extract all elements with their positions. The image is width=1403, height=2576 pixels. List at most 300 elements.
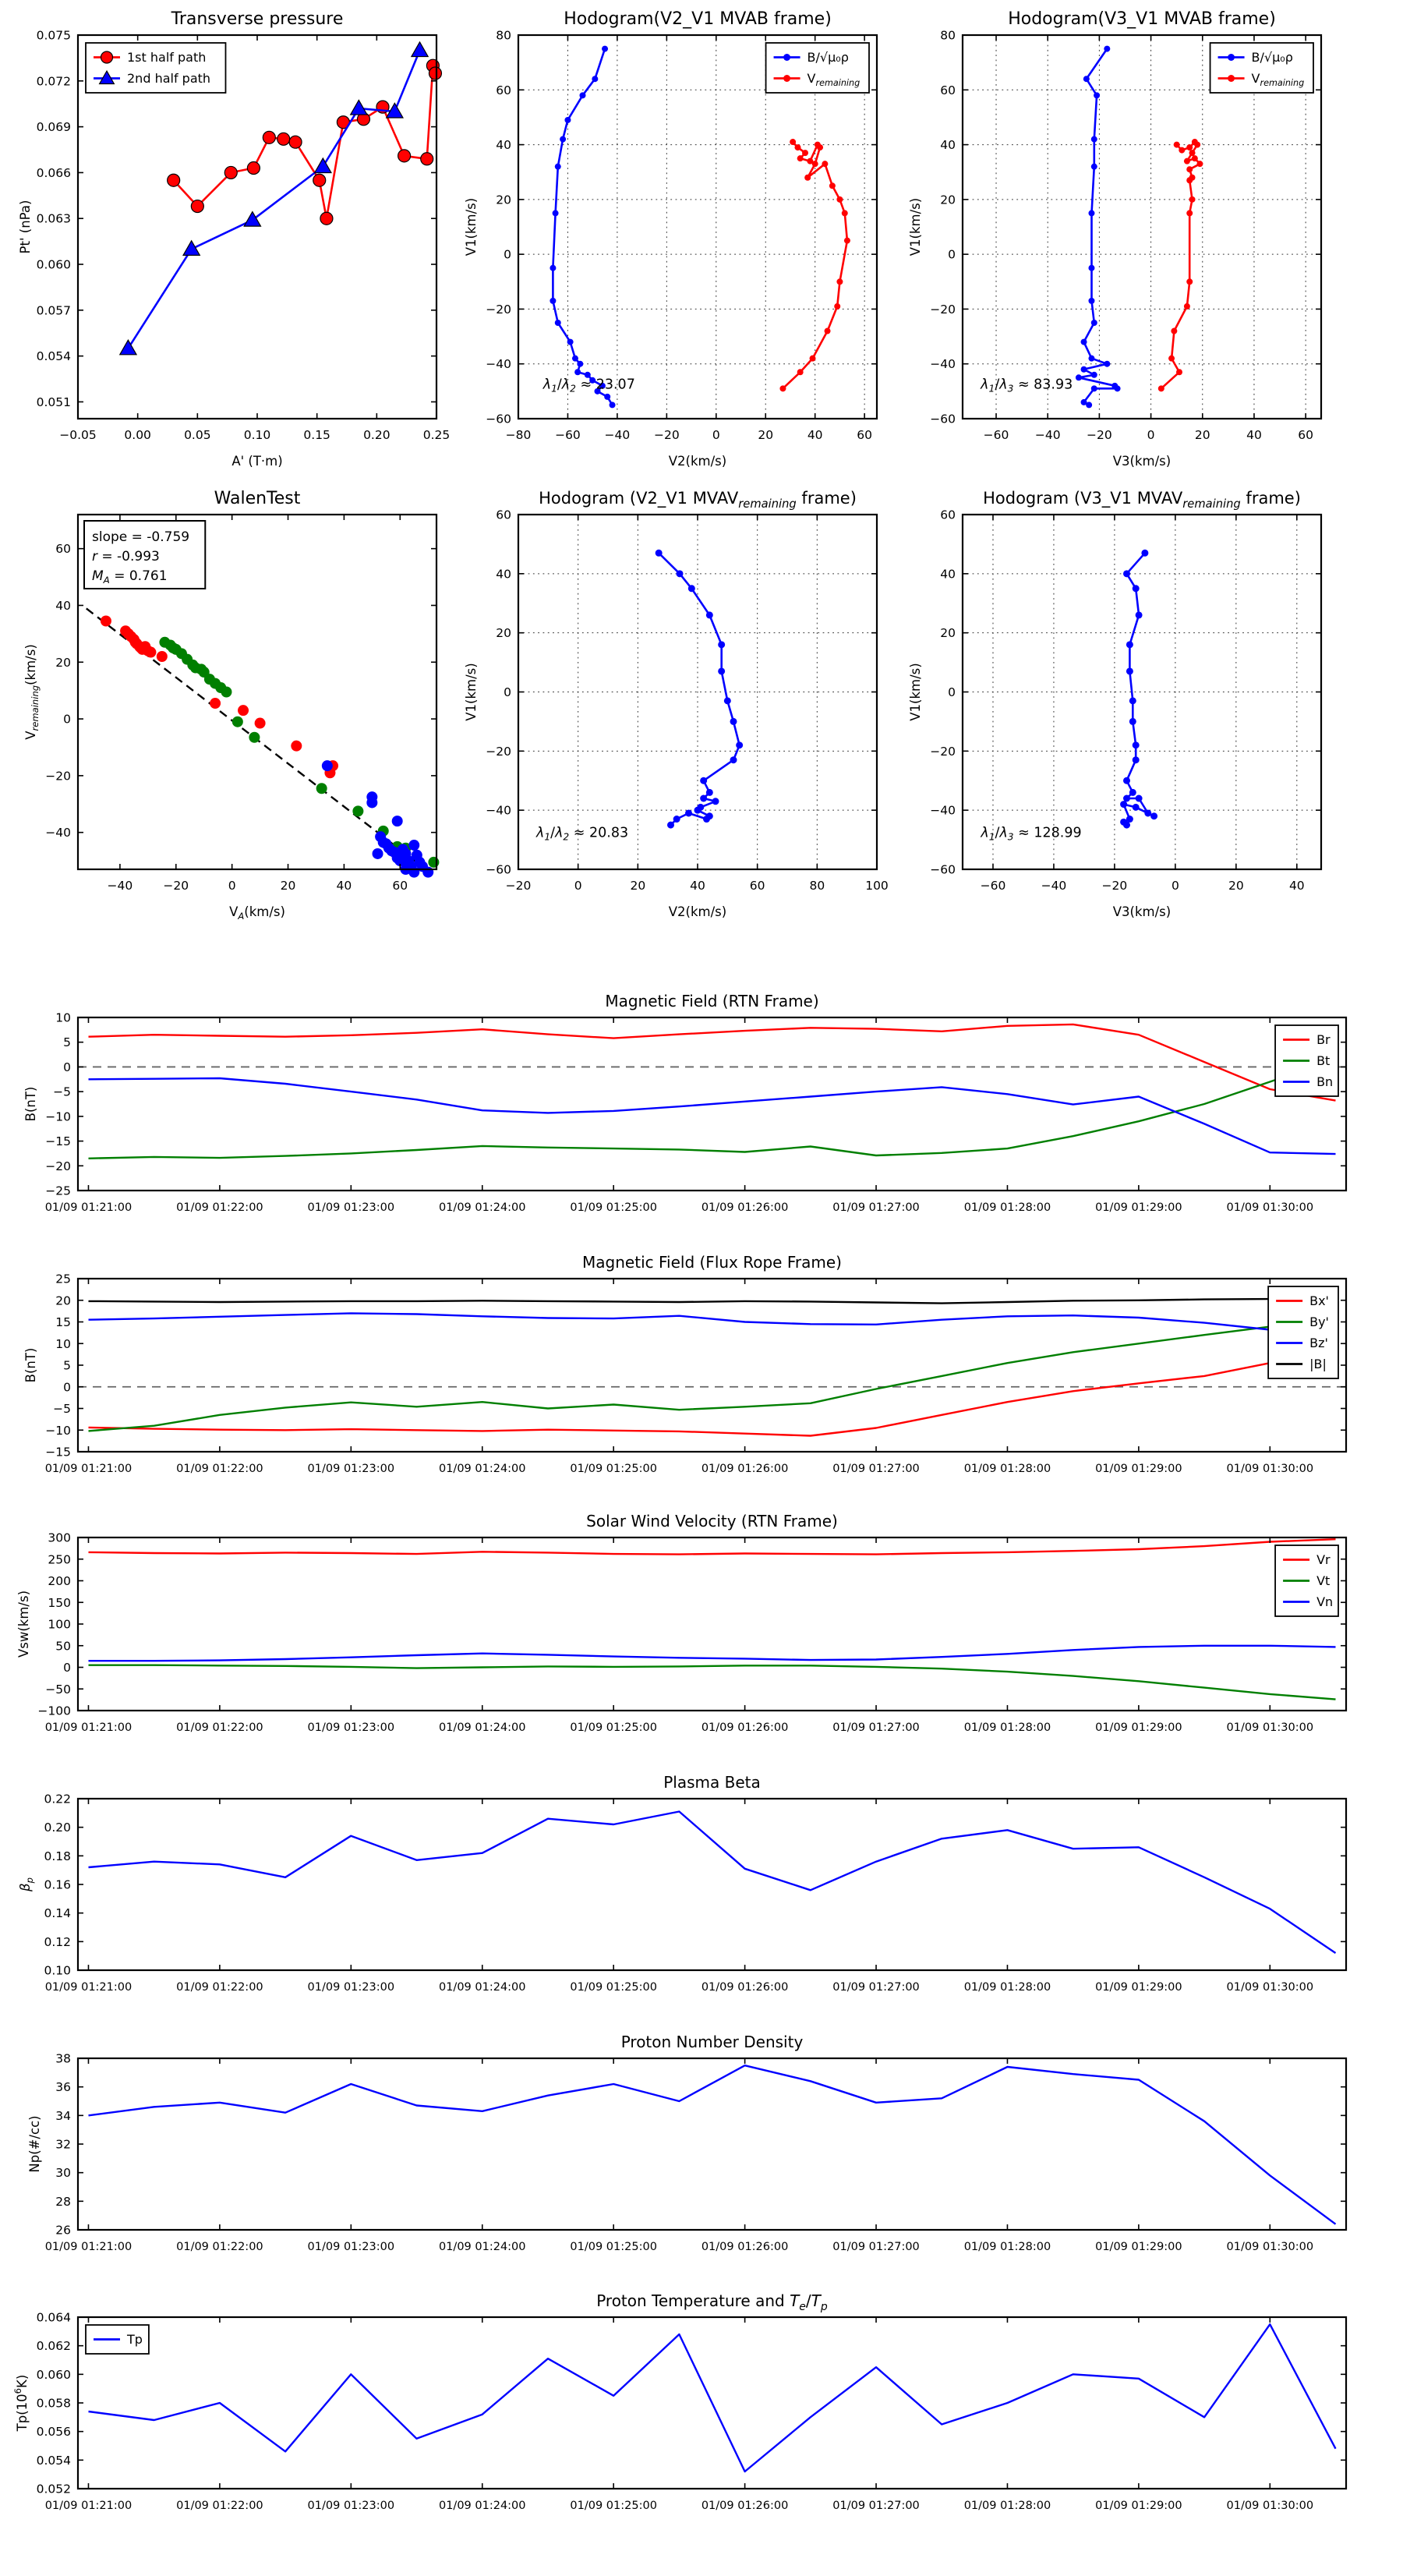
data-point-marker [1088, 210, 1094, 216]
y-axis-label: B(nT) [23, 1347, 38, 1383]
x-tick-label: 100 [865, 879, 889, 893]
x-tick-label: 01/09 01:25:00 [570, 1721, 657, 1734]
circle-marker [429, 67, 441, 80]
y-tick-label: 20 [496, 193, 511, 207]
panel-title: WalenTest [214, 489, 301, 508]
x-tick-label: −0.05 [59, 428, 97, 442]
panel-title: Hodogram(V2_V1 MVAB frame) [564, 9, 832, 29]
data-point-marker [1120, 801, 1127, 808]
y-tick-label: 34 [55, 2108, 71, 2123]
y-axis-label: B(nT) [23, 1086, 38, 1122]
y-tick-label: 80 [940, 28, 956, 43]
y-axis-label: V1(km/s) [464, 663, 479, 721]
y-tick-label: 15 [55, 1315, 71, 1329]
y-tick-label: 300 [48, 1530, 71, 1545]
data-point-marker [736, 741, 743, 748]
data-point-marker [604, 394, 610, 400]
data-point-marker [1133, 741, 1140, 748]
y-tick-label: 0.066 [36, 165, 71, 180]
eigenvalue-ratio-annotation: $\lambda_1/\lambda_3 \approx 128.99$ [981, 825, 1082, 843]
data-point-marker [428, 857, 439, 868]
data-point-marker [844, 238, 850, 244]
data-point-marker [1091, 372, 1097, 378]
x-tick-label: 01/09 01:29:00 [1095, 2241, 1182, 2253]
data-point-marker [1088, 265, 1094, 271]
x-tick-label: 01/09 01:27:00 [832, 2241, 920, 2253]
x-tick-label: 0 [1147, 428, 1155, 442]
x-tick-label: 01/09 01:26:00 [701, 1463, 789, 1475]
panel-hodogram-v2v1-mvav [464, 489, 889, 919]
y-tick-label: −60 [486, 412, 511, 426]
panel-transverse-pressure [18, 9, 450, 469]
data-point-marker [783, 75, 790, 82]
data-point-marker [1115, 385, 1121, 391]
y-tick-label: 40 [940, 138, 956, 153]
data-point-marker [1091, 385, 1097, 391]
panel-hodogram-v2v1-mvab [464, 9, 877, 469]
x-tick-label: 01/09 01:29:00 [1095, 1721, 1182, 1734]
y-tick-label: 150 [48, 1595, 71, 1610]
data-point-marker [1186, 144, 1193, 150]
legend-label: Bn [1316, 1074, 1334, 1089]
series-|B| [89, 1299, 1336, 1304]
data-point-marker [602, 46, 608, 52]
data-point-marker [221, 687, 231, 698]
x-tick-label: 01/09 01:24:00 [438, 2500, 526, 2512]
y-tick-label: 20 [55, 655, 71, 670]
y-tick-label: −15 [45, 1134, 71, 1149]
x-tick-label: 01/09 01:26:00 [701, 1721, 789, 1734]
y-axis-label: $\beta_p$ [18, 1877, 35, 1891]
data-point-marker [667, 822, 674, 829]
data-point-marker [817, 144, 823, 150]
legend-label: 1st half path [127, 50, 207, 65]
y-tick-label: −40 [930, 357, 956, 372]
x-tick-label: 01/09 01:28:00 [963, 2241, 1051, 2253]
data-point-marker [564, 117, 571, 123]
x-tick-label: 01/09 01:21:00 [44, 1201, 133, 1214]
y-tick-label: 40 [940, 567, 956, 582]
y-tick-label: 0.22 [44, 1792, 71, 1806]
circle-marker [289, 136, 302, 148]
data-point-marker [553, 210, 559, 216]
x-tick-label: 01/09 01:28:00 [963, 2500, 1051, 2512]
y-tick-label: −100 [37, 1704, 71, 1718]
circle-marker [247, 162, 260, 175]
eigenvalue-ratio-annotation: $\lambda_1/\lambda_2 \approx 23.07$ [542, 377, 635, 395]
data-point-marker [673, 816, 680, 823]
y-tick-label: 40 [55, 598, 71, 613]
panel-title: Hodogram (V2_V1 $MVAV_{remaining}$ frame) [539, 489, 857, 511]
data-point-marker [145, 647, 156, 658]
data-point-marker [392, 816, 403, 826]
data-point-marker [802, 150, 808, 156]
y-tick-label: 50 [55, 1639, 71, 1654]
series-V-remaining [783, 142, 847, 388]
data-point-marker [829, 182, 836, 189]
x-tick-label: 01/09 01:27:00 [832, 1721, 920, 1734]
legend-label: |B| [1309, 1357, 1327, 1371]
panel-title: Hodogram (V3_V1 $MVAV_{remaining}$ frame) [983, 489, 1301, 511]
legend-label: Bx' [1309, 1293, 1329, 1308]
x-tick-label: 01/09 01:25:00 [570, 1201, 657, 1214]
x-tick-label: 01/09 01:22:00 [176, 1201, 263, 1214]
panel-title: Solar Wind Velocity (RTN Frame) [586, 1512, 838, 1530]
series-Tp [89, 2324, 1336, 2472]
data-point-marker [1081, 339, 1087, 345]
data-point-marker [790, 139, 796, 145]
x-tick-label: 01/09 01:21:00 [44, 1721, 133, 1734]
series-Bn [89, 1078, 1336, 1154]
y-tick-label: −20 [486, 302, 511, 317]
legend-label: Vn [1316, 1594, 1334, 1609]
x-tick-label: 20 [280, 879, 296, 893]
panel-title: Hodogram(V3_V1 MVAB frame) [1008, 9, 1276, 29]
y-tick-label: 10 [55, 1010, 71, 1025]
data-point-marker [724, 697, 731, 704]
x-tick-label: −60 [555, 428, 581, 442]
series-By' [89, 1327, 1336, 1431]
x-tick-label: −40 [107, 879, 133, 893]
x-axis-label: A' (T·m) [231, 454, 283, 469]
data-point-marker [694, 807, 702, 814]
data-point-marker [291, 741, 302, 752]
y-tick-label: 10 [55, 1336, 71, 1351]
y-tick-label: 20 [496, 626, 511, 641]
y-tick-label: 0.075 [36, 28, 71, 43]
data-point-marker [822, 161, 828, 167]
series-B-alfven [1079, 49, 1118, 405]
y-tick-label: 0 [63, 712, 71, 727]
y-tick-label: −5 [53, 1085, 71, 1099]
y-axis-label: V1(km/s) [908, 197, 923, 257]
data-point-marker [232, 717, 243, 727]
y-tick-label: 60 [496, 508, 511, 522]
x-tick-label: 60 [1298, 428, 1314, 442]
y-tick-label: 0.072 [36, 74, 71, 89]
y-tick-label: −20 [45, 769, 71, 784]
x-tick-label: 0.00 [124, 428, 151, 442]
panel-vsw-rtn [16, 1512, 1346, 1734]
panel-title: Plasma Beta [663, 1773, 761, 1792]
x-tick-label: 01/09 01:24:00 [438, 1463, 526, 1475]
x-tick-label: 40 [1246, 428, 1262, 442]
data-point-marker [316, 783, 327, 794]
panel-title: Proton Temperature and $T_e/T_p$ [596, 2291, 828, 2313]
y-tick-label: −60 [486, 862, 511, 877]
x-tick-label: −20 [505, 879, 532, 893]
circle-marker [421, 153, 433, 165]
data-point-marker [797, 155, 804, 161]
stats-line: $M_A = 0.761$ [92, 568, 168, 586]
x-tick-label: 01/09 01:29:00 [1095, 1981, 1182, 1994]
x-tick-label: 0 [1171, 879, 1179, 893]
x-tick-label: 01/09 01:27:00 [832, 1981, 920, 1994]
data-point-marker [1133, 804, 1140, 811]
y-tick-label: −10 [45, 1109, 71, 1124]
data-point-marker [706, 789, 713, 796]
legend-label: Tp [127, 2332, 143, 2347]
x-axis-label: V3(km/s) [1112, 454, 1172, 469]
legend-label: Bt [1316, 1053, 1331, 1068]
series-Bz' [89, 1313, 1336, 1332]
y-axis-label: V1(km/s) [464, 197, 479, 257]
y-tick-label: 0.064 [36, 2310, 71, 2325]
legend-label: B/√μ₀ρ [807, 50, 849, 65]
y-tick-label: −5 [53, 1402, 71, 1416]
y-tick-label: −15 [45, 1445, 71, 1460]
data-point-marker [1141, 550, 1148, 557]
y-tick-label: −40 [930, 803, 956, 818]
panel-hodogram-v3v1-mvab [908, 9, 1321, 469]
y-tick-label: 60 [55, 542, 71, 557]
y-tick-label: 0.062 [36, 2339, 71, 2354]
data-point-marker [560, 136, 566, 143]
data-point-marker [1186, 177, 1193, 183]
data-point-marker [812, 161, 818, 167]
panel-proton-density [27, 2033, 1346, 2253]
data-point-marker [1176, 369, 1182, 375]
x-tick-label: 01/09 01:23:00 [307, 1201, 395, 1214]
x-tick-label: 01/09 01:28:00 [963, 1463, 1051, 1475]
legend-label: Br [1316, 1032, 1331, 1047]
x-tick-label: 01/09 01:26:00 [701, 2241, 789, 2253]
data-point-marker [574, 369, 581, 375]
y-tick-label: 0.16 [44, 1877, 71, 1892]
legend-label: Bz' [1309, 1336, 1328, 1350]
y-axis-label: Np(#/cc) [27, 2115, 42, 2173]
x-tick-label: 01/09 01:30:00 [1226, 2241, 1314, 2253]
circle-marker [313, 174, 326, 186]
x-tick-label: −40 [1034, 428, 1061, 442]
x-tick-label: 01/09 01:24:00 [438, 1721, 526, 1734]
data-point-marker [842, 210, 848, 216]
panel-title: Transverse pressure [171, 9, 344, 29]
x-tick-label: 40 [336, 879, 352, 893]
x-tick-label: 01/09 01:30:00 [1226, 2500, 1314, 2512]
triangle-marker [412, 42, 428, 57]
data-point-marker [555, 164, 561, 170]
data-point-marker [238, 705, 249, 716]
data-point-marker [1126, 667, 1133, 674]
data-point-marker [322, 760, 333, 771]
data-point-marker [210, 698, 221, 709]
data-point-marker [1228, 54, 1235, 61]
x-tick-label: 60 [392, 879, 408, 893]
data-point-marker [836, 196, 843, 203]
x-tick-label: 01/09 01:27:00 [832, 1463, 920, 1475]
data-point-marker [1133, 756, 1140, 763]
data-point-marker [783, 54, 790, 61]
data-point-marker [1184, 158, 1190, 165]
series-beta-p [89, 1812, 1336, 1954]
data-point-marker [1158, 385, 1164, 391]
x-tick-label: 01/09 01:21:00 [44, 1463, 133, 1475]
data-point-marker [579, 92, 585, 98]
series-Np [89, 2065, 1336, 2224]
y-tick-label: 0.069 [36, 120, 71, 135]
data-point-marker [1123, 822, 1130, 829]
x-tick-label: 01/09 01:26:00 [701, 1201, 789, 1214]
y-tick-label: −50 [45, 1682, 71, 1697]
x-tick-label: 01/09 01:25:00 [570, 2241, 657, 2253]
x-tick-label: 01/09 01:23:00 [307, 1721, 395, 1734]
triangle-marker [315, 158, 331, 173]
data-point-marker [555, 320, 561, 326]
data-point-marker [677, 570, 684, 577]
y-tick-label: −60 [930, 862, 956, 877]
data-point-marker [1129, 697, 1136, 704]
series-Br [89, 1024, 1336, 1101]
x-tick-label: 01/09 01:29:00 [1095, 1201, 1182, 1214]
axes-border [78, 1537, 1346, 1711]
data-point-marker [779, 385, 786, 391]
panel-title: Proton Number Density [620, 2033, 804, 2051]
y-tick-label: −20 [45, 1159, 71, 1173]
circle-marker [277, 133, 290, 145]
x-tick-label: 01/09 01:28:00 [963, 1201, 1051, 1214]
x-tick-label: 01/09 01:30:00 [1226, 1201, 1314, 1214]
data-point-marker [249, 732, 260, 743]
legend-label: By' [1309, 1315, 1329, 1329]
y-tick-label: 0 [63, 1060, 71, 1074]
data-point-marker [1171, 328, 1177, 334]
series-Vn [89, 1646, 1336, 1661]
x-tick-label: −20 [1101, 879, 1128, 893]
x-tick-label: 01/09 01:24:00 [438, 2241, 526, 2253]
axes-border [78, 1279, 1346, 1452]
data-point-marker [1104, 46, 1110, 52]
legend-label: $V_{remaining}$ [807, 71, 861, 88]
data-point-marker [1091, 164, 1097, 170]
x-tick-label: 20 [1194, 428, 1210, 442]
legend-label: Vt [1316, 1573, 1331, 1588]
data-point-marker [1189, 150, 1196, 156]
x-tick-label: 0.10 [243, 428, 271, 442]
y-tick-label: 0.051 [36, 395, 71, 409]
x-tick-label: 01/09 01:22:00 [176, 2500, 263, 2512]
data-point-marker [1189, 196, 1196, 203]
eigenvalue-ratio-annotation: $\lambda_1/\lambda_2 \approx 20.83$ [536, 825, 629, 843]
y-axis-label: $Tp(10^6K)$ [12, 2374, 30, 2432]
y-tick-label: 80 [496, 28, 511, 43]
circle-marker [263, 131, 275, 143]
triangle-marker [183, 241, 200, 256]
y-tick-label: 20 [940, 626, 956, 641]
y-tick-label: −40 [486, 803, 511, 818]
circle-marker [224, 166, 237, 179]
y-tick-label: 0.18 [44, 1849, 71, 1863]
x-tick-label: −60 [983, 428, 1009, 442]
data-point-marker [1186, 278, 1193, 285]
x-tick-label: 0.20 [363, 428, 391, 442]
data-point-marker [700, 777, 707, 784]
y-tick-label: 0 [948, 685, 956, 699]
y-tick-label: 0 [504, 247, 511, 262]
x-axis-label: V3(km/s) [1112, 904, 1172, 919]
data-point-marker [656, 550, 663, 557]
data-point-marker [804, 175, 811, 181]
data-point-marker [1174, 142, 1180, 148]
x-tick-label: 01/09 01:22:00 [176, 1721, 263, 1734]
y-tick-label: 38 [55, 2051, 71, 2066]
stats-line: r = -0.993 [92, 549, 160, 564]
x-tick-label: 01/09 01:26:00 [701, 2500, 789, 2512]
y-tick-label: 0.060 [36, 257, 71, 272]
y-axis-label: $V_{remaining}(km/s)$ [23, 644, 41, 740]
y-tick-label: 5 [63, 1035, 71, 1050]
series-B-alfven [553, 49, 612, 405]
x-tick-label: 0.25 [422, 428, 451, 442]
data-point-marker [1136, 795, 1143, 802]
x-tick-label: 01/09 01:23:00 [307, 2241, 395, 2253]
panel-hodogram-v3v1-mvav [908, 489, 1321, 919]
y-tick-label: 100 [48, 1617, 71, 1632]
y-tick-label: 60 [940, 508, 956, 522]
axes-border [78, 1799, 1346, 1970]
data-point-marker [1088, 356, 1094, 362]
data-point-marker [1228, 75, 1235, 82]
data-point-marker [1083, 76, 1090, 82]
x-tick-label: 40 [690, 879, 705, 893]
data-point-marker [1104, 361, 1110, 367]
x-tick-label: −80 [505, 428, 532, 442]
y-axis-label: Vsw(km/s) [16, 1590, 31, 1658]
x-tick-label: 01/09 01:25:00 [570, 2500, 657, 2512]
x-tick-label: 20 [758, 428, 774, 442]
panel-b-fluxrope [23, 1253, 1346, 1475]
x-tick-label: 0 [574, 879, 582, 893]
y-tick-label: 0.058 [36, 2396, 71, 2411]
y-tick-label: 5 [63, 1358, 71, 1373]
data-point-marker [572, 356, 578, 362]
circle-marker [101, 51, 113, 63]
data-point-marker [1123, 570, 1130, 577]
y-tick-label: 20 [55, 1293, 71, 1308]
series-Bt [89, 1060, 1336, 1159]
x-tick-label: 01/09 01:29:00 [1095, 1463, 1182, 1475]
data-point-marker [1086, 402, 1092, 408]
x-tick-label: 01/09 01:24:00 [438, 1201, 526, 1214]
data-point-marker [810, 356, 816, 362]
panel-plasma-beta [18, 1773, 1346, 1994]
data-point-marker [706, 611, 713, 618]
legend-label: $V_{remaining}$ [1251, 71, 1305, 88]
panel-proton-temperature [12, 2291, 1346, 2512]
y-tick-label: 40 [496, 567, 511, 582]
series-2nd half path [128, 51, 419, 349]
x-tick-label: 01/09 01:21:00 [44, 2241, 133, 2253]
data-point-marker [550, 298, 556, 304]
x-tick-label: 01/09 01:30:00 [1226, 1721, 1314, 1734]
x-tick-label: 60 [857, 428, 873, 442]
data-point-marker [700, 795, 707, 802]
data-point-marker [730, 756, 737, 763]
data-point-marker [1194, 142, 1200, 148]
y-tick-label: 0.057 [36, 303, 71, 318]
x-tick-label: −60 [980, 879, 1006, 893]
x-tick-label: 01/09 01:30:00 [1226, 1981, 1314, 1994]
x-tick-label: 20 [630, 879, 646, 893]
x-tick-label: 01/09 01:27:00 [832, 2500, 920, 2512]
y-tick-label: −40 [45, 826, 71, 840]
x-tick-label: 80 [809, 879, 825, 893]
data-point-marker [101, 616, 111, 627]
data-point-marker [1076, 374, 1082, 380]
y-tick-label: 20 [940, 193, 956, 207]
y-tick-label: 0.10 [44, 1963, 71, 1978]
legend-label: 2nd half path [127, 71, 211, 86]
